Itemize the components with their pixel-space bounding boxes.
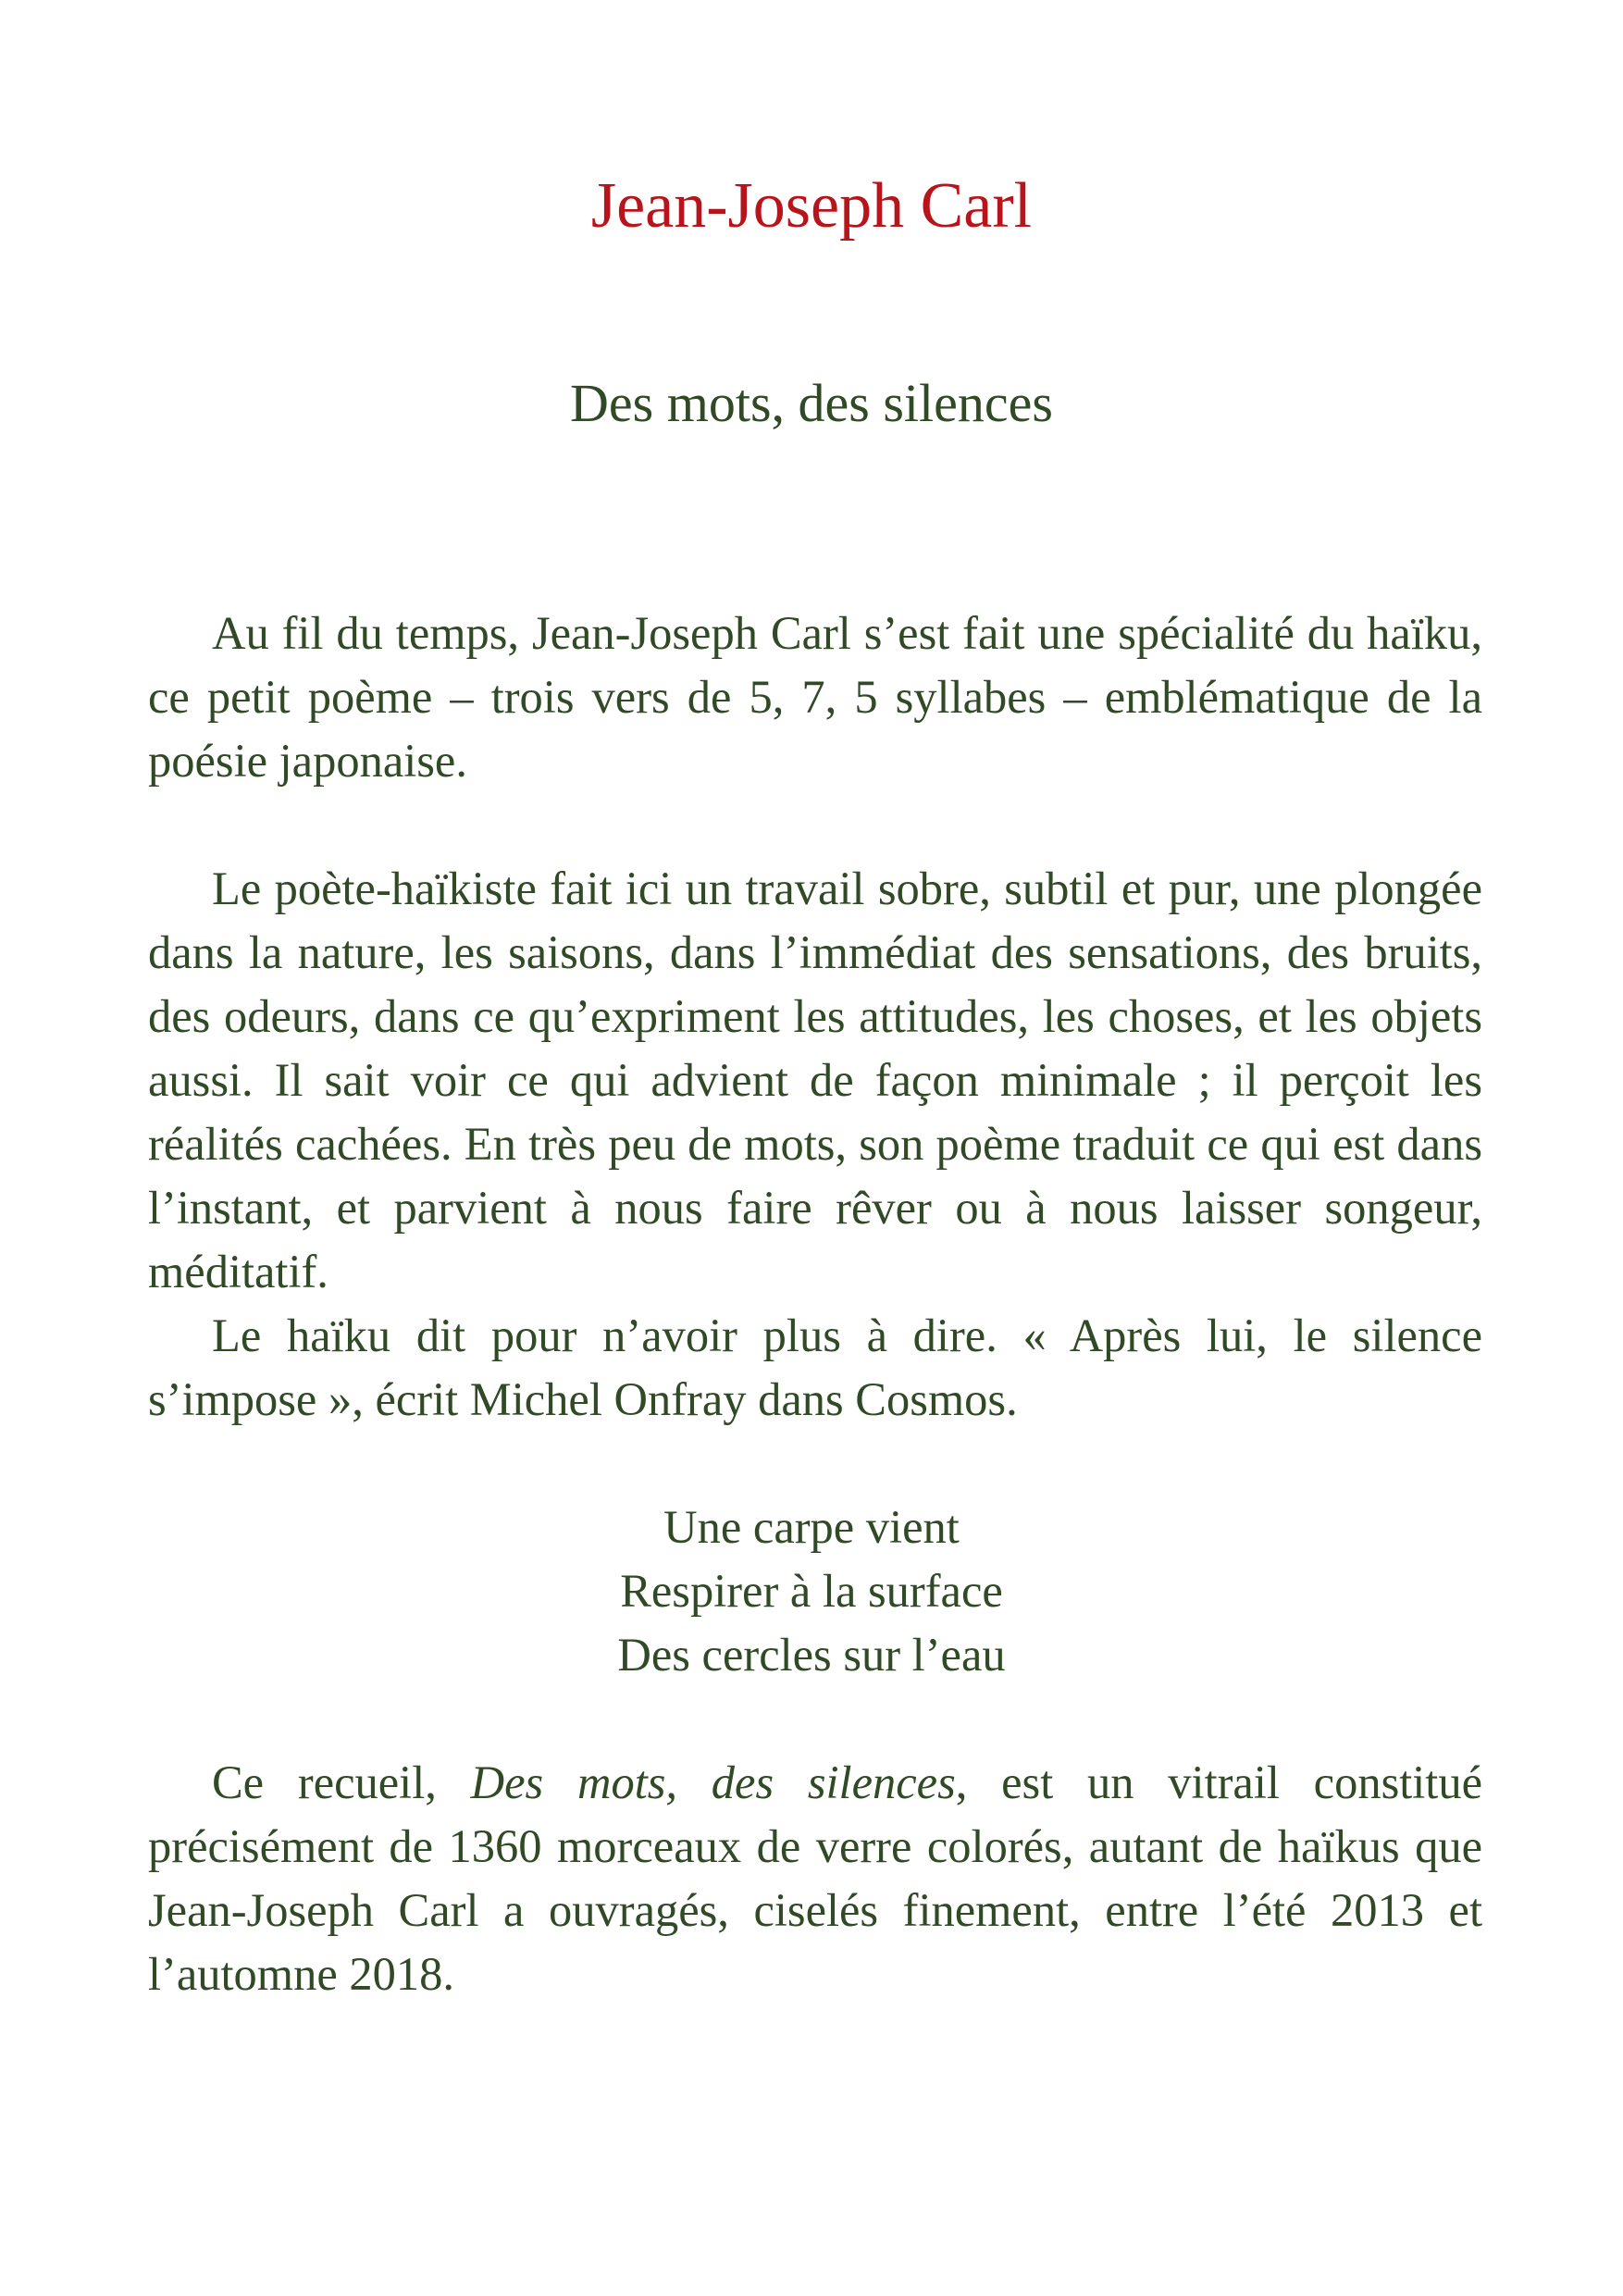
author-name: Jean-Joseph Carl bbox=[590, 170, 1033, 242]
closing-before: Ce recueil, bbox=[212, 1756, 471, 1808]
closing-after: , est un vitrail constitué précisément de 1360 morceaux de verre colorés, autant de haïkus que Jean-Joseph Carl a ouvragés, ciselés finement, entre l’été 2013 et l’automne 2018. bbox=[148, 1756, 1482, 2000]
haiku-line-2: Respirer à la surface bbox=[620, 1565, 1003, 1617]
haiku-line-3: Des cercles sur l’eau bbox=[617, 1629, 1006, 1681]
book-title: Des mots, des silences bbox=[570, 373, 1053, 433]
paragraph-intro: Au fil du temps, Jean-Joseph Carl s’est fait une spécialité du haïku, ce petit poème – trois vers de 5, 7, 5 syllabes – emblématique de la poésie japonaise. bbox=[148, 607, 1482, 787]
paragraph-description: Le poète-haïkiste fait ici un travail sobre, subtil et pur, une plongée dans la nature, les saisons, dans l’immédiat des sensations, des bruits, des odeurs, dans ce qu’expriment les attitudes, les choses, et les objets aussi. Il sait voir ce qui advient de façon minimale ; il perçoit les réalités cachées. En très peu de mots, son poème traduit ce qui est dans l’instant, et parvient à nous faire rêver ou à nous laisser songeur, méditatif. bbox=[148, 863, 1482, 1297]
haiku bbox=[0, 1496, 1623, 1687]
closing-italic-title: Des mots, des silences bbox=[470, 1756, 956, 1808]
paragraph-quote: Le haïku dit pour n’avoir plus à dire. « Après lui, le silence s’impose », écrit Michel Onfray dans Cosmos. bbox=[148, 1309, 1482, 1425]
paragraph-closing bbox=[148, 1751, 1482, 2006]
haiku-line-1: Une carpe vient bbox=[663, 1501, 960, 1553]
